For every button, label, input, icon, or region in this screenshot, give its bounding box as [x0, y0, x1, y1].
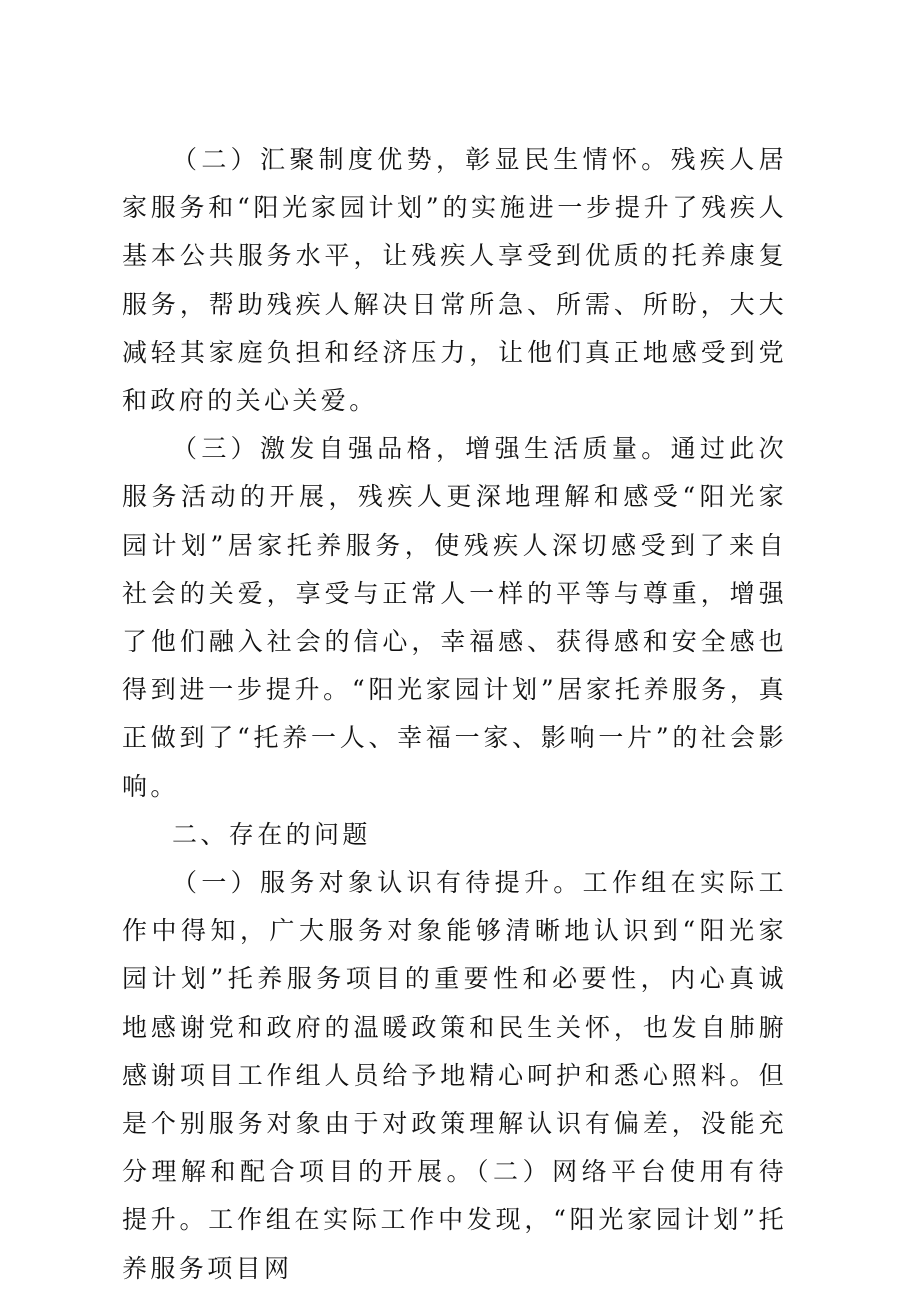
paragraph-self-reliance: （三）激发自强品格，增强生活质量。通过此次服务活动的开展，残疾人更深地理解和感受“阳光家园计划”居家托养服务，使残疾人深切感受到了来自社会的关爱，享受与正常人一样的平等与尊重，增强了他们融入社会的信心，幸福感、获得感和安全感也得到进一步提升。“阳光家园计划”居家托养服务，真正做到了“托养一人、幸福一家、影响一片”的社会影响。 [122, 434, 787, 801]
paragraph-institutional-advantage: （二）汇聚制度优势，彰显民生情怀。残疾人居家服务和“阳光家园计划”的实施进一步提升了残疾人基本公共服务水平，让残疾人享受到优质的托养康复服务，帮助残疾人解决日常所急、所需、所盼，大大减轻其家庭负担和经济压力，让他们真正地感受到党和政府的关心关爱。 [122, 145, 787, 416]
paragraph-problems: （一）服务对象认识有待提升。工作组在实际工作中得知，广大服务对象能够清晰地认识到“阳光家园计划”托养服务项目的重要性和必要性，内心真诚地感谢党和政府的温暖政策和民生关怀，也发自肺腑感谢项目工作组人员给予地精心呵护和悉心照料。但是个别服务对象由于对政策理解认识有偏差，没能充分理解和配合项目的开展。（二）网络平台使用有待提升。工作组在实际工作中发现，“阳光家园计划”托养服务项目网 [122, 868, 787, 1283]
document-body [122, 136, 787, 1293]
section-heading-problems: 二、存在的问题 [172, 819, 371, 849]
